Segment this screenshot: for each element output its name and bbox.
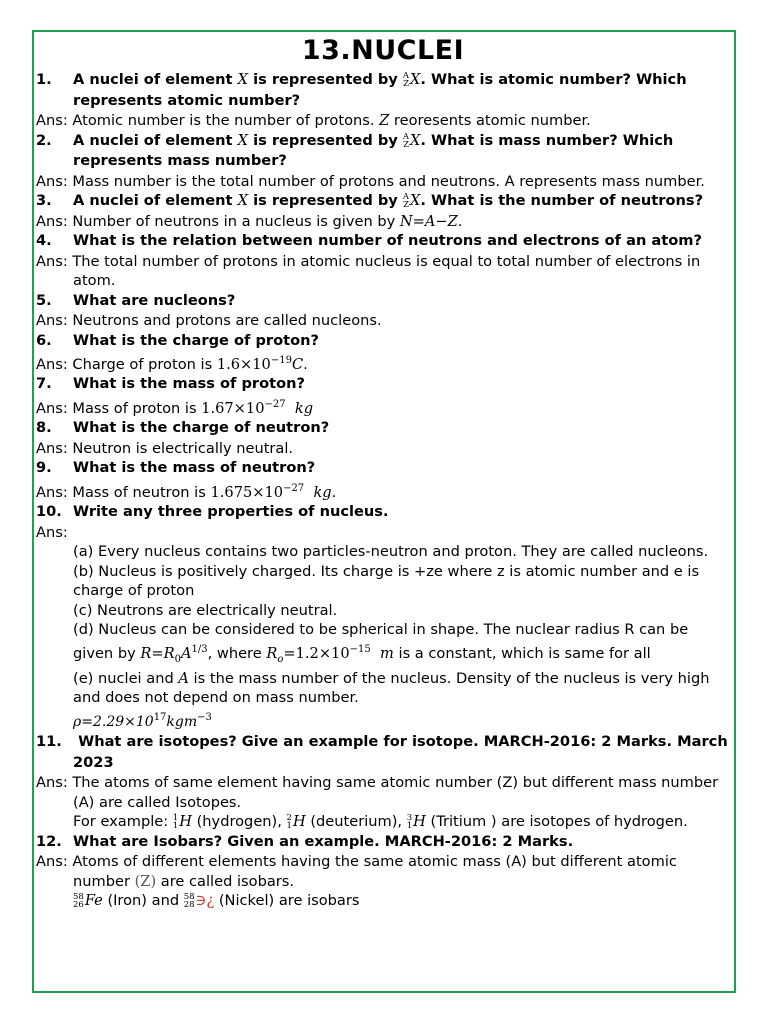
- density-formula: $\rho=2.29\times 10^{17}kgm^{-3}$: [73, 711, 212, 730]
- answer-3: Ans: Number of neutrons in a nucleus is given by N=A−Z.: [36, 212, 463, 230]
- document-body: [36, 34, 730, 911]
- nuclide-fe: 58 26 Fe: [73, 892, 103, 911]
- nuclide-ni: 58 28 ∋¿: [183, 892, 215, 911]
- answer-1: Ans: Atomic number is the number of protons. Z reoresents atomic number.: [36, 112, 591, 129]
- question-number: 3.: [36, 192, 52, 209]
- question-3: 3. A nuclei of element X is represented by A Z X. What is the number of neutrons?: [36, 192, 704, 210]
- question-11: 11. What are isotopes? Give an example for isotope. MARCH-2016: 2 Marks. March 2023: [36, 733, 728, 771]
- answer-7: Ans: Mass of proton is $1.67\times 10^{-27}$ kg: [36, 398, 314, 417]
- answer-2: Ans: Mass number is the total number of protons and neutrons. A represents mass number.: [36, 172, 705, 190]
- nuclide-h2: 2 1 H: [286, 813, 306, 832]
- question-8: 8. What is the charge of neutron?: [36, 419, 330, 437]
- question-5: 5. What are nucleons?: [36, 291, 236, 309]
- question-9: 9. What is the mass of neutron?: [36, 459, 316, 477]
- nuclide-notation: A Z X: [402, 192, 421, 210]
- nuclide-notation: A Z X: [402, 131, 421, 150]
- answer-12: Ans: Atoms of different elements having the same atomic mass (A) but different atomic number (Z) are called isobars.: [36, 853, 677, 890]
- question-12: 12. What are Isobars? Given an example. MARCH-2016: 2 Marks.: [36, 832, 574, 850]
- isotope-example: For example: 1 1 H (hydrogen), 2 1 H (deuterium), 3 1 H (Tritium ) are isotopes of hydrogen.: [73, 813, 688, 832]
- property-e: (e) nuclei and A is the mass number of the nucleus. Density of the nucleus is very high and does not depend on mass number.: [73, 669, 710, 707]
- question-1: [36, 70, 730, 111]
- nuclide-h1: 1 1 H: [172, 813, 192, 832]
- question-text: A nuclei of element: [73, 71, 238, 88]
- nuclide-h3: 3 1 H: [406, 813, 426, 832]
- question-7: 7. What is the mass of proton?: [36, 375, 305, 393]
- property-c: (c) Neutrons are electrically neutral.: [73, 601, 338, 619]
- property-a: (a) Every nucleus contains two particles-neutron and proton. They are called nucleons.: [73, 543, 709, 561]
- question-text: . What is atomic number? Which represents atomic number?: [73, 71, 687, 109]
- answer-10-lead: Ans:: [36, 523, 68, 541]
- question-2: 2. A nuclei of element X is represented by A Z X. What is mass number? Which represents mass number?: [36, 131, 674, 169]
- answer-5: Ans: Neutrons and protons are called nucleons.: [36, 312, 382, 329]
- nuclide-notation: A Z X: [402, 71, 421, 89]
- property-b: (b) Nucleus is positively charged. Its charge is +ze where z is atomic number and e is charge of proton: [73, 562, 700, 600]
- answer-6: Ans: Charge of proton is $1.6\times 10^{-19}C$.: [36, 355, 308, 373]
- answer-4: Ans: The total number of protons in atomic nucleus is equal to total number of electrons in atom.: [36, 252, 701, 289]
- question-number: 2.: [36, 131, 52, 149]
- question-10: 10. Write any three properties of nucleus.: [36, 503, 389, 521]
- page-title: 13.NUCLEI: [301, 35, 465, 66]
- isobar-example: 58 26 Fe (Iron) and 58 28 ∋¿ (Nickel) are isobars: [73, 892, 360, 911]
- question-4: 4. What is the relation between number of neutrons and electrons of an atom?: [36, 232, 702, 249]
- answer-11: Ans: The atoms of same element having same atomic number (Z) but different mass number (A) are called Isotopes.: [36, 774, 719, 811]
- answer-9: Ans: Mass of neutron is $1.675\times 10^{-27}$ kg.: [36, 482, 337, 501]
- property-d: (d) Nucleus can be considered to be spherical in shape. The nuclear radius R can be given by $R=R_0A^{1/3}$, where $R_o=1.2\times 10^{-15}$ m is a constant, which is same for all: [73, 621, 689, 665]
- question-6: 6. What is the charge of proton?: [36, 331, 319, 349]
- question-text: is represented by: [247, 71, 403, 88]
- question-number: 1.: [36, 71, 52, 88]
- answer-8: Ans: Neutron is electrically neutral.: [36, 439, 294, 457]
- element-symbol: X: [237, 71, 248, 88]
